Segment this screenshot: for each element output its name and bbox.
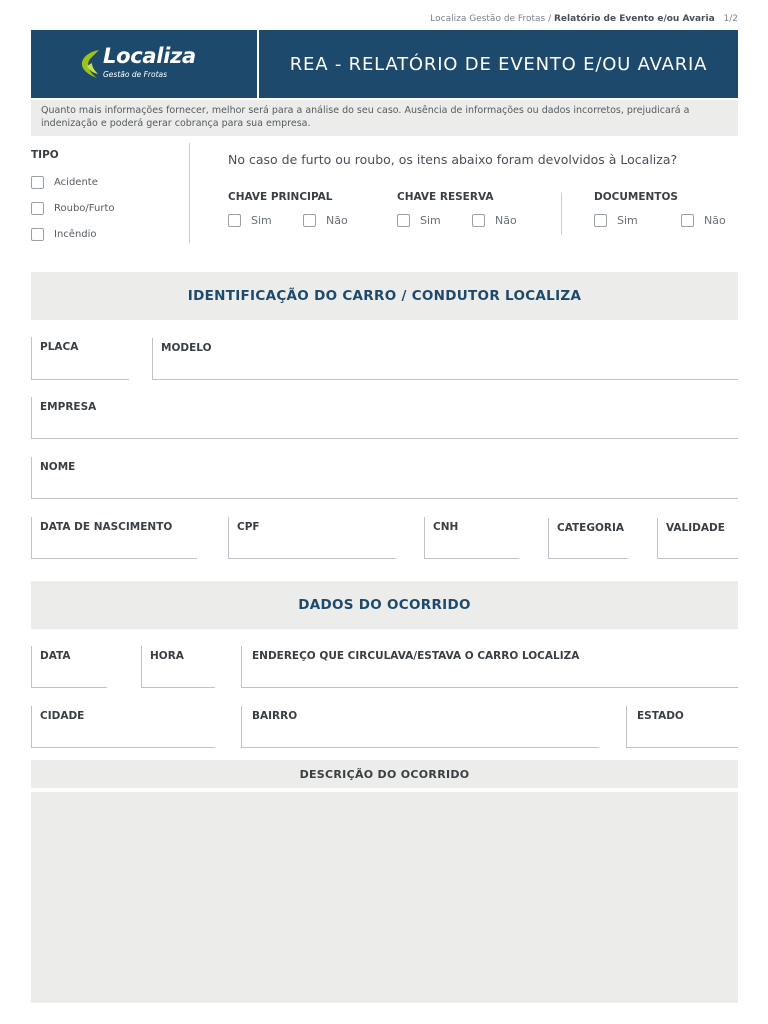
nome-field[interactable] [31,457,738,499]
bairro-field[interactable] [241,706,599,748]
modelo-field[interactable] [152,338,738,380]
field-label: NOME [40,461,76,473]
descricao-textarea[interactable] [31,792,738,1003]
document-name: Relatório de Evento e/ou Avaria [554,14,715,24]
estado-field[interactable] [626,706,738,748]
notice-text: Quanto mais informações fornecer, melhor será para a análise do seu caso. Ausência de informações ou dados incorretos, prejudicará a indenização e poderá gerar cobrança para sua empresa. [31,100,738,136]
section-ocorrido-header: DADOS DO OCORRIDO [31,581,738,629]
option-label: Sim [420,214,441,227]
tipo-option-incendio[interactable] [31,228,97,241]
header-banner [31,30,738,98]
ref-separator: / [548,14,552,24]
chave-principal-label: CHAVE PRINCIPAL [228,191,333,203]
tipo-option-label: Roubo/Furto [54,203,115,214]
tipo-option-label: Acidente [54,177,98,188]
field-label: EMPRESA [40,401,97,413]
categoria-field[interactable] [548,518,628,559]
company-name: Localiza Gestão de Frotas [430,14,546,24]
logo-name: Localiza [103,44,196,68]
option-label: Não [704,214,726,227]
validade-field[interactable] [657,518,738,559]
document-reference [430,14,738,24]
field-label: CIDADE [40,710,85,722]
descricao-header: DESCRIÇÃO DO OCORRIDO [31,760,738,788]
divider [189,143,190,243]
chave-principal-nao[interactable] [303,214,348,227]
field-label: CPF [237,521,260,533]
chave-reserva-label: CHAVE RESERVA [397,191,494,203]
chave-reserva-nao[interactable] [472,214,517,227]
field-label: CATEGORIA [557,522,625,534]
checkbox-documentos-sim[interactable] [594,214,607,227]
field-label: CNH [433,521,459,533]
divider [561,193,562,235]
field-label: BAIRRO [252,710,298,722]
option-label: Não [495,214,517,227]
option-label: Sim [251,214,272,227]
localiza-logo-icon [77,48,103,80]
field-label: ENDEREÇO QUE CIRCULAVA/ESTAVA O CARRO LOCALIZA [252,650,580,662]
field-label: VALIDADE [666,522,725,534]
placa-field[interactable] [31,337,129,380]
chave-principal-sim[interactable] [228,214,272,227]
checkbox-roubo-furto[interactable] [31,202,44,215]
devolucao-question: No caso de furto ou roubo, os itens abaixo foram devolvidos à Localiza? [228,152,678,167]
tipo-label: TIPO [31,149,59,161]
cnh-field[interactable] [424,517,519,559]
checkbox-chave-reserva-sim[interactable] [397,214,410,227]
checkbox-chave-principal-nao[interactable] [303,214,316,227]
tipo-option-label: Incêndio [54,229,97,240]
field-label: DATA [40,650,71,662]
endereco-field[interactable] [241,646,738,688]
chave-reserva-sim[interactable] [397,214,441,227]
tipo-option-roubo-furto[interactable] [31,202,114,215]
cpf-field[interactable] [228,517,396,559]
field-label: HORA [150,650,184,662]
data-field[interactable] [31,646,107,688]
checkbox-acidente[interactable] [31,176,44,189]
checkbox-incendio[interactable] [31,228,44,241]
section-identificacao-header: IDENTIFICAÇÃO DO CARRO / CONDUTOR LOCALIZA [31,272,738,320]
field-label: ESTADO [637,710,684,722]
option-label: Não [326,214,348,227]
data-nascimento-field[interactable] [31,517,197,559]
document-title: REA - RELATÓRIO DE EVENTO E/OU AVARIA [289,53,708,75]
field-label: PLACA [40,341,79,353]
checkbox-chave-reserva-nao[interactable] [472,214,485,227]
cidade-field[interactable] [31,706,215,748]
hora-field[interactable] [141,646,215,688]
page-number: 1/2 [723,14,738,24]
checkbox-documentos-nao[interactable] [681,214,694,227]
option-label: Sim [617,214,638,227]
field-label: MODELO [161,342,212,354]
logo-subtitle: Gestão de Frotas [103,70,168,79]
checkbox-chave-principal-sim[interactable] [228,214,241,227]
documentos-sim[interactable] [594,214,638,227]
tipo-option-acidente[interactable] [31,176,98,189]
empresa-field[interactable] [31,397,738,439]
documentos-label: DOCUMENTOS [594,191,678,203]
field-label: DATA DE NASCIMENTO [40,521,173,533]
logo [31,30,259,98]
documentos-nao[interactable] [681,214,726,227]
